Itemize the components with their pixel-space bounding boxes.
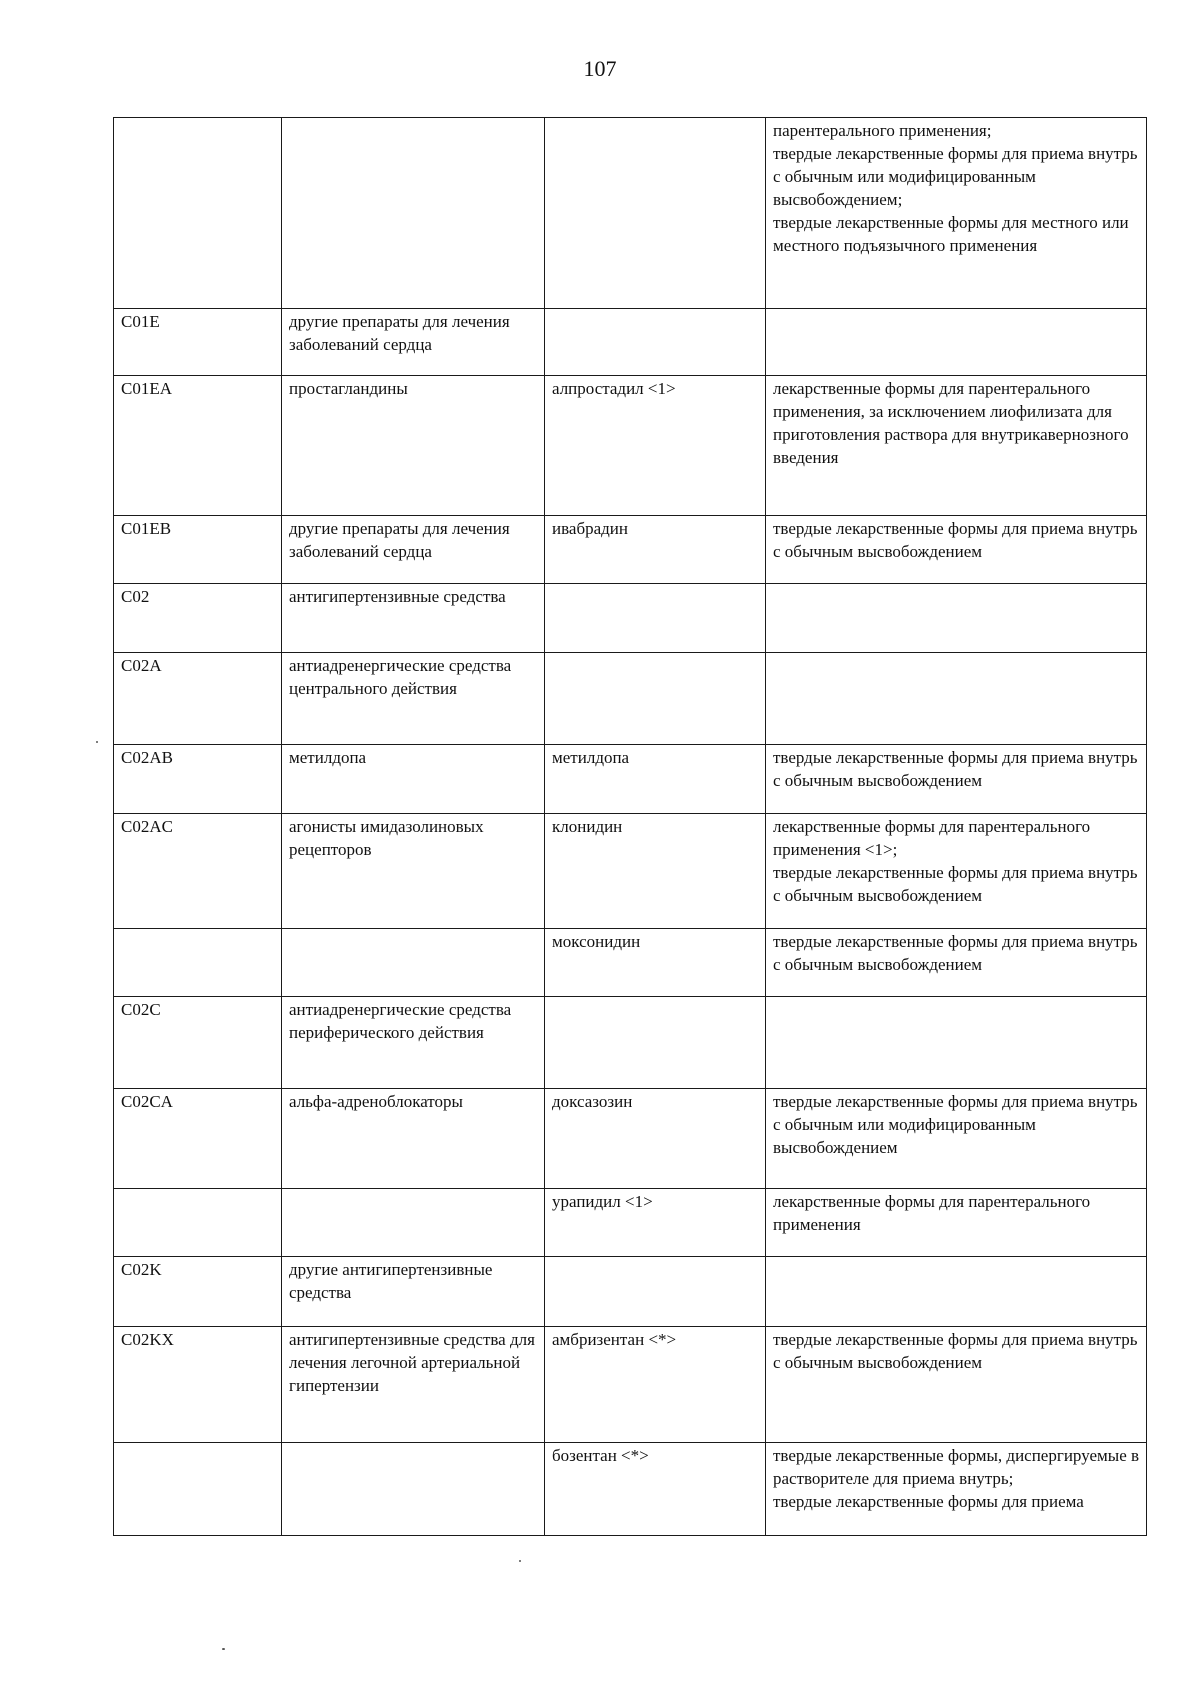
drug-name-cell (545, 118, 766, 309)
atc-code-cell: C01EA (114, 376, 282, 516)
table-row (114, 1257, 1147, 1327)
atc-code-cell: C01E (114, 309, 282, 376)
table-row (114, 118, 1147, 309)
dosage-form-cell: лекарственные формы для парентерального применения (766, 1189, 1147, 1257)
atc-code-cell: C02A (114, 653, 282, 745)
scan-speck (519, 1560, 521, 1562)
pharmacological-group-cell: метилдопа (282, 745, 545, 814)
atc-code-cell: C02AC (114, 814, 282, 929)
atc-code-cell: C02AB (114, 745, 282, 814)
atc-code-cell (114, 929, 282, 997)
pharmacological-group-cell: альфа-адреноблокаторы (282, 1089, 545, 1189)
dosage-form-cell: твердые лекарственные формы для приема внутрь с обычным или модифицированным высвобождением (766, 1089, 1147, 1189)
dosage-form-cell (766, 584, 1147, 653)
drug-name-cell (545, 309, 766, 376)
dosage-form-cell (766, 653, 1147, 745)
table-row (114, 1189, 1147, 1257)
table-row (114, 1443, 1147, 1536)
pharmacological-group-cell: антигипертензивные средства (282, 584, 545, 653)
drug-name-cell: ивабрадин (545, 516, 766, 584)
pharmacological-group-cell (282, 118, 545, 309)
pharmacological-group-cell: простагландины (282, 376, 545, 516)
scan-speck (222, 1648, 225, 1650)
atc-code-cell (114, 1189, 282, 1257)
dosage-form-cell: твердые лекарственные формы, диспергируемые в растворителе для приема внутрь; твердые лекарственные формы для приема (766, 1443, 1147, 1536)
atc-code-cell (114, 1443, 282, 1536)
table-row (114, 1089, 1147, 1189)
pharmacological-group-cell: антиадренергические средства центрального действия (282, 653, 545, 745)
dosage-form-cell: лекарственные формы для парентерального применения, за исключением лиофилизата для приготовления раствора для внутрикавернозного введения (766, 376, 1147, 516)
atc-code-cell: C02 (114, 584, 282, 653)
drug-name-cell: клонидин (545, 814, 766, 929)
atc-code-cell: C01EB (114, 516, 282, 584)
drug-name-cell (545, 584, 766, 653)
table-row (114, 745, 1147, 814)
table-row (114, 376, 1147, 516)
drug-name-cell (545, 1257, 766, 1327)
pharmacological-group-cell: агонисты имидазолиновых рецепторов (282, 814, 545, 929)
dosage-form-cell: твердые лекарственные формы для приема внутрь с обычным высвобождением (766, 1327, 1147, 1443)
drug-name-cell (545, 653, 766, 745)
medication-table (113, 117, 1147, 1536)
drug-name-cell (545, 997, 766, 1089)
pharmacological-group-cell (282, 929, 545, 997)
page-number: 107 (583, 56, 617, 81)
drug-name-cell: моксонидин (545, 929, 766, 997)
pharmacological-group-cell (282, 1443, 545, 1536)
pharmacological-group-cell: другие препараты для лечения заболеваний сердца (282, 309, 545, 376)
atc-code-cell (114, 118, 282, 309)
pharmacological-group-cell: антигипертензивные средства для лечения легочной артериальной гипертензии (282, 1327, 545, 1443)
atc-code-cell: C02C (114, 997, 282, 1089)
drug-name-cell: алпростадил <1> (545, 376, 766, 516)
pharmacological-group-cell: антиадренергические средства периферического действия (282, 997, 545, 1089)
table-row (114, 653, 1147, 745)
pharmacological-group-cell: другие антигипертензивные средства (282, 1257, 545, 1327)
table-row (114, 516, 1147, 584)
table-row (114, 997, 1147, 1089)
atc-code-cell: C02CA (114, 1089, 282, 1189)
drug-name-cell: амбризентан <*> (545, 1327, 766, 1443)
drug-name-cell: метилдопа (545, 745, 766, 814)
dosage-form-cell (766, 1257, 1147, 1327)
table-row (114, 929, 1147, 997)
scan-speck (96, 741, 98, 743)
dosage-form-cell (766, 997, 1147, 1089)
table-row (114, 584, 1147, 653)
atc-code-cell: C02KX (114, 1327, 282, 1443)
dosage-form-cell: лекарственные формы для парентерального применения <1>; твердые лекарственные формы для приема внутрь с обычным высвобождением (766, 814, 1147, 929)
dosage-form-cell: твердые лекарственные формы для приема внутрь с обычным высвобождением (766, 516, 1147, 584)
dosage-form-cell: твердые лекарственные формы для приема внутрь с обычным высвобождением (766, 745, 1147, 814)
drug-name-cell: бозентан <*> (545, 1443, 766, 1536)
atc-code-cell: C02K (114, 1257, 282, 1327)
table-row (114, 1327, 1147, 1443)
table-row (114, 814, 1147, 929)
drug-name-cell: урапидил <1> (545, 1189, 766, 1257)
table-row (114, 309, 1147, 376)
dosage-form-cell (766, 309, 1147, 376)
dosage-form-cell: твердые лекарственные формы для приема внутрь с обычным высвобождением (766, 929, 1147, 997)
pharmacological-group-cell (282, 1189, 545, 1257)
pharmacological-group-cell: другие препараты для лечения заболеваний сердца (282, 516, 545, 584)
dosage-form-cell: парентерального применения; твердые лекарственные формы для приема внутрь с обычным или модифицированным высвобождением; твердые лекарственные формы для местного или местного подъязычного применения (766, 118, 1147, 309)
drug-name-cell: доксазозин (545, 1089, 766, 1189)
